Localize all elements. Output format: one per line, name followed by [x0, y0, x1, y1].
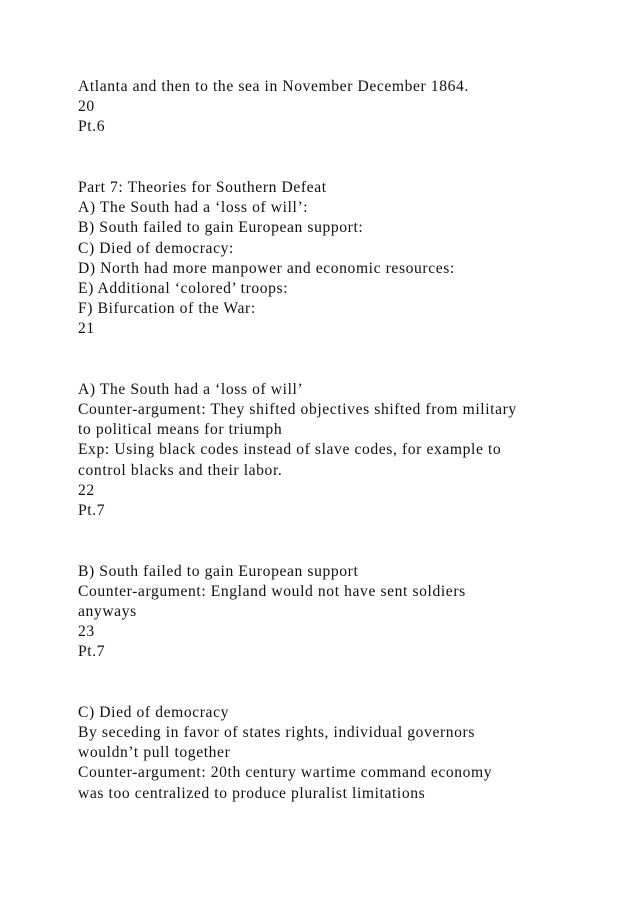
text-line: By seceding in favor of states rights, individual governors [78, 724, 476, 741]
text-line: wouldn’t pull together [78, 744, 231, 762]
text-line: Counter-argument: They shifted objectives shifted from military [78, 401, 517, 418]
text-line: B) South failed to gain European support: [78, 219, 364, 237]
blank-line [78, 541, 598, 561]
section-heading: Part 7: Theories for Southern Defeat [78, 178, 327, 196]
document-text [78, 77, 598, 804]
text-line: Atlanta and then to the sea in November December 1864. [78, 78, 469, 95]
text-line: F) Bifurcation of the War: [78, 300, 256, 318]
text-line: Counter-argument: 20th century wartime command economy [78, 764, 493, 782]
text-line: was too centralized to produce pluralist limitations [78, 784, 426, 802]
part-label: Pt.7 [78, 501, 106, 519]
text-line: D) North had more manpower and economic resources: [78, 259, 455, 277]
text-line: E) Additional ‘colored’ troops: [78, 279, 289, 297]
blank-line [78, 662, 598, 682]
text-line: anyways [78, 602, 137, 620]
slide-number: 21 [78, 320, 95, 338]
blank-line [78, 521, 598, 541]
part-label: Pt.7 [78, 643, 106, 661]
text-line: A) The South had a ‘loss of will’: [78, 199, 309, 217]
text-line: control blacks and their labor. [78, 461, 283, 479]
text-line: C) Died of democracy: [78, 239, 234, 257]
blank-line [78, 683, 598, 703]
text-line: Exp: Using black codes instead of slave codes, for example to [78, 441, 502, 459]
slide-number: 20 [78, 98, 95, 116]
slide-number: 23 [78, 623, 95, 641]
text-line: Counter-argument: England would not have sent soldiers [78, 582, 466, 600]
text-line: to political means for triumph [78, 421, 283, 439]
section-heading: B) South failed to gain European support [78, 562, 359, 580]
slide-number: 22 [78, 481, 95, 499]
section-heading: A) The South had a ‘loss of will’ [78, 380, 304, 398]
part-label: Pt.6 [78, 118, 106, 136]
section-heading: C) Died of democracy [78, 703, 229, 721]
blank-line [78, 360, 598, 380]
blank-line [78, 158, 598, 178]
blank-line [78, 138, 598, 158]
blank-line [78, 339, 598, 359]
